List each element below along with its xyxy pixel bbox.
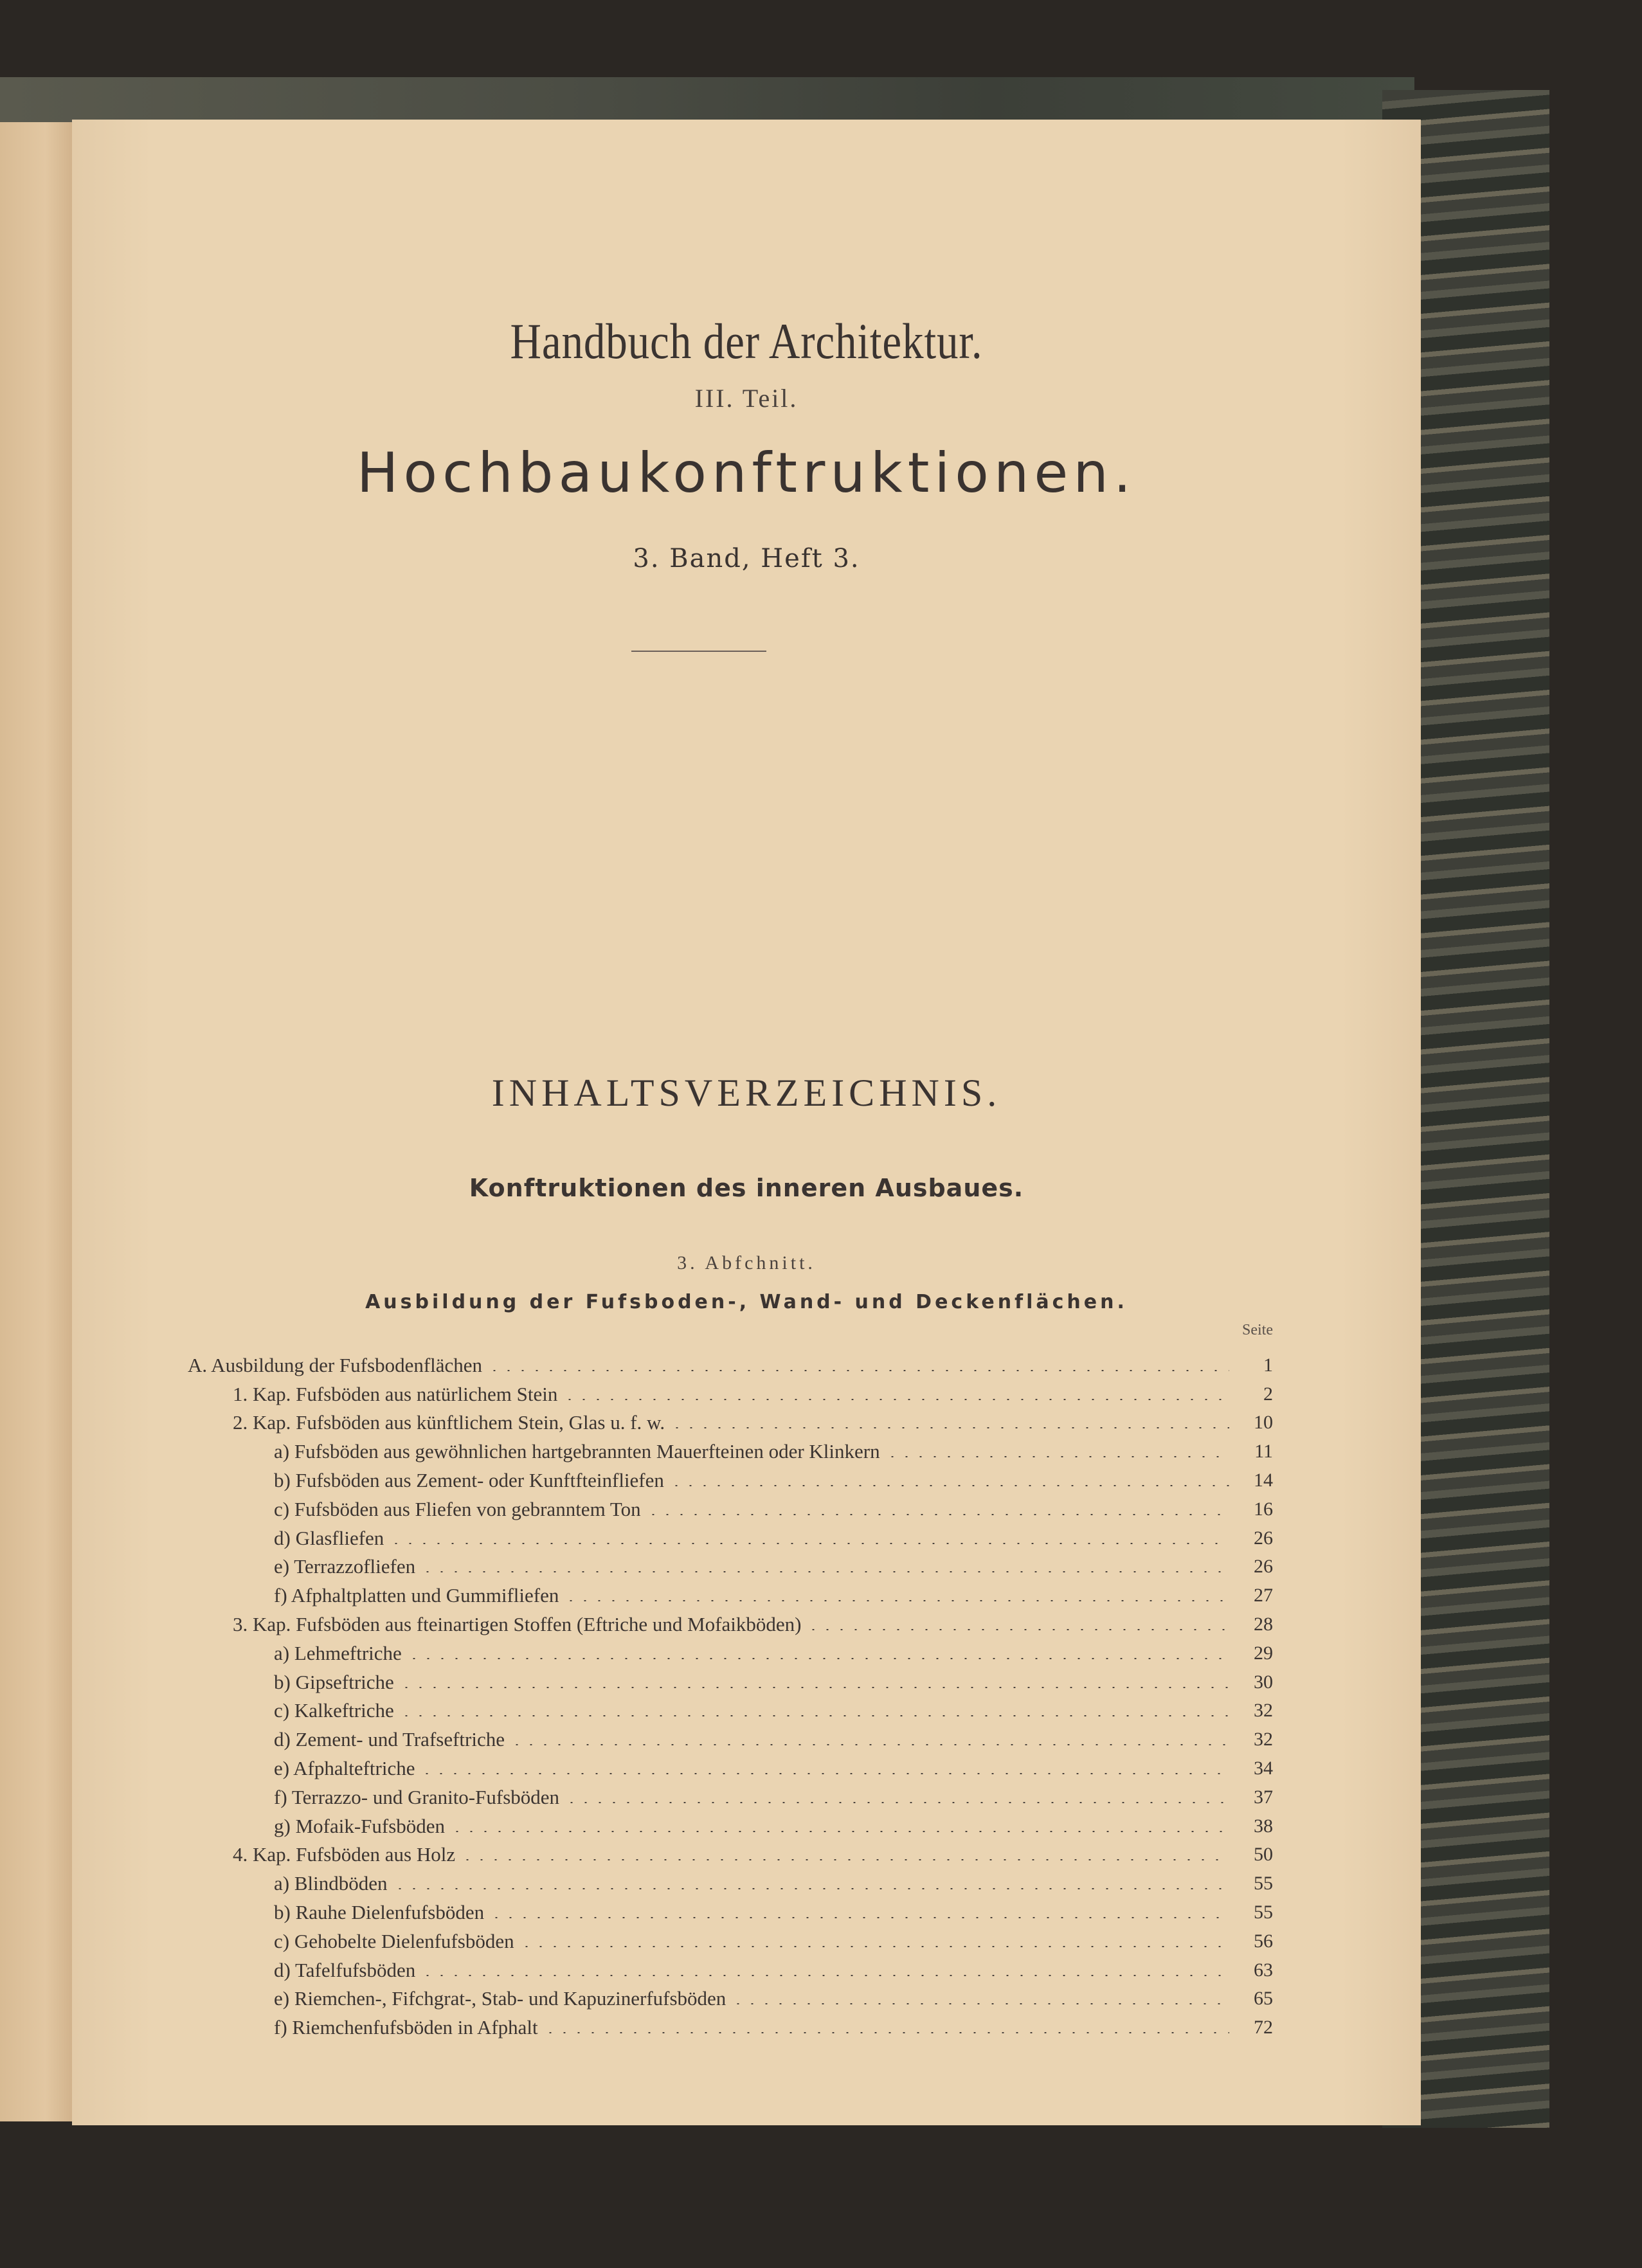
toc-leader-dots [420,1975,1229,1976]
toc-entry [188,1893,1273,1922]
toc-leader-dots [393,1888,1230,1889]
main-title: Hochbaukonftruktionen. [356,441,1137,505]
toc-entry-label: a) Blindböden [274,1872,388,1895]
toc-entry-page: 30 [1254,1671,1273,1693]
toc-entry [188,1864,1273,1893]
toc-entry-page: 28 [1254,1613,1273,1635]
toc-entry [188,1490,1273,1519]
toc-entry-page: 11 [1254,1441,1273,1462]
toc-entry [188,1548,1273,1577]
toc-leader-dots [519,1946,1229,1947]
toc-entry-page: 56 [1254,1930,1273,1952]
toc-entry-label: e) Terrazzofliefen [274,1555,416,1578]
toc-entry-label: a) Lehmeftriche [274,1641,402,1664]
toc-entry-page: 32 [1254,1700,1273,1722]
toc-entry-label: d) Zement- und Trafseftriche [274,1728,505,1751]
toc-entry [188,1692,1273,1721]
toc-leader-dots [489,1917,1229,1918]
toc-entry [188,1605,1273,1634]
divider-rule [631,651,766,652]
toc-entry-page: 29 [1254,1642,1273,1664]
toc-entry-label: c) Fufsböden aus Fliefen von gebranntem Ton [274,1497,641,1520]
toc-entry-label: 1. Kap. Fufsböden aus natürlichem Stein [233,1382,558,1405]
toc-leader-dots [487,1370,1229,1371]
toc-heading: INHALTSVERZEICHNIS. [491,1072,1002,1114]
toc-entry-label: d) Tafelfufsböden [274,1958,416,1981]
toc-entry-label: 2. Kap. Fufsböden aus künftlichem Stein, Glas u. f. w. [233,1411,665,1434]
toc-entry [188,1576,1273,1605]
toc-entry [188,1346,1273,1375]
toc-entry-page: 37 [1254,1786,1273,1808]
toc-entry-page: 34 [1254,1757,1273,1779]
toc-leader-dots [670,1427,1229,1428]
toc-entry-label: f) Afphaltplatten und Gummifliefen [274,1584,559,1607]
toc-leader-dots [563,1399,1229,1400]
toc-entry-label: A. Ausbildung der Fufsbodenflächen [188,1353,483,1376]
toc-entry-page: 50 [1254,1844,1273,1866]
toc-entry-page: 63 [1254,1959,1273,1981]
page-column-label: Seite [1242,1322,1273,1338]
toc-leader-dots [407,1658,1229,1659]
left-page-edge [0,122,76,2121]
toc-leader-dots [420,1571,1229,1572]
toc-entry-page: 10 [1254,1412,1273,1434]
toc-entry-label: e) Afphalteftriche [274,1756,415,1779]
toc-entry-label: c) Gehobelte Dielenfufsböden [274,1929,514,1952]
toc-entry [188,1519,1273,1548]
toc-entry [188,1375,1273,1404]
volume-label: 3. Band, Heft 3. [633,544,860,573]
toc-entry-label: b) Rauhe Dielenfufsböden [274,1900,485,1923]
toc-leader-dots [510,1744,1229,1745]
toc-entry [188,1836,1273,1865]
toc-entry-label: b) Fufsböden aus Zement- oder Kunftfteinfliefen [274,1468,664,1491]
subsection-title: Ausbildung der Fufsboden-, Wand- und Deckenflächen. [365,1291,1128,1313]
toc-leader-dots [450,1831,1229,1832]
toc-leader-dots [564,1802,1229,1803]
toc-entry [188,1778,1273,1807]
toc-entry [188,1720,1273,1749]
toc-list [188,1346,1273,2037]
part-label: III. Teil. [694,384,798,413]
toc-entry-page: 26 [1254,1527,1273,1549]
toc-leader-dots [460,1859,1229,1860]
toc-entry [188,1404,1273,1433]
toc-entry-label: 4. Kap. Fufsböden aus Holz [233,1843,456,1866]
toc-entry-page: 26 [1254,1556,1273,1578]
title-page [72,120,1421,2125]
toc-entry [188,1951,1273,1980]
toc-entry [188,1432,1273,1461]
toc-entry-page: 16 [1254,1498,1273,1520]
toc-entry-page: 27 [1254,1585,1273,1607]
toc-entry-page: 38 [1254,1815,1273,1837]
toc-entry [188,1634,1273,1663]
abschnitt-label: 3. Abfchnitt. [677,1252,816,1274]
toc-leader-dots [885,1456,1229,1457]
toc-entry-page: 55 [1254,1901,1273,1923]
toc-entry-label: d) Glasfliefen [274,1526,384,1549]
toc-entry-label: f) Terrazzo- und Granito-Fufsböden [274,1785,560,1808]
toc-entry-label: g) Mofaik-Fufsböden [274,1814,446,1837]
toc-leader-dots [389,1543,1229,1544]
toc-entry-page: 2 [1263,1383,1273,1405]
toc-leader-dots [420,1773,1229,1774]
toc-entry-label: e) Riemchen-, Fifchgrat-, Stab- und Kapuzinerfufsböden [274,1987,726,2010]
toc-entry [188,1980,1273,2009]
toc-entry [188,1922,1273,1951]
toc-entry [188,1807,1273,1836]
toc-leader-dots [543,2032,1229,2033]
toc-entry-label: c) Kalkeftriche [274,1699,394,1722]
toc-entry [188,2008,1273,2037]
toc-entry-label: a) Fufsböden aus gewöhnlichen hartgebrannten Mauerfteinen oder Klinkern [274,1440,880,1463]
toc-entry [188,1461,1273,1490]
toc-entry-page: 14 [1254,1469,1273,1491]
toc-leader-dots [399,1715,1229,1716]
toc-entry-label: b) Gipseftriche [274,1670,394,1693]
toc-entry-page: 72 [1254,2017,1273,2039]
toc-entry-label: f) Riemchenfufsböden in Afphalt [274,2016,538,2039]
toc-entry-page: 55 [1254,1873,1273,1895]
toc-entry-page: 1 [1263,1354,1273,1376]
section-title: Konftruktionen des inneren Ausbaues. [469,1174,1024,1202]
toc-entry [188,1749,1273,1778]
toc-leader-dots [669,1485,1229,1486]
toc-leader-dots [731,2003,1229,2004]
toc-entry-page: 32 [1254,1729,1273,1751]
toc-leader-dots [806,1629,1229,1630]
series-title: Handbuch der Architektur. [510,313,983,369]
toc-entry-label: 3. Kap. Fufsböden aus fteinartigen Stoffen (Eftriche und Mofaikböden) [233,1612,802,1635]
toc-entry [188,1663,1273,1692]
toc-leader-dots [646,1514,1229,1515]
toc-leader-dots [399,1687,1229,1688]
toc-leader-dots [564,1600,1229,1601]
toc-entry-page: 65 [1254,1988,1273,2010]
